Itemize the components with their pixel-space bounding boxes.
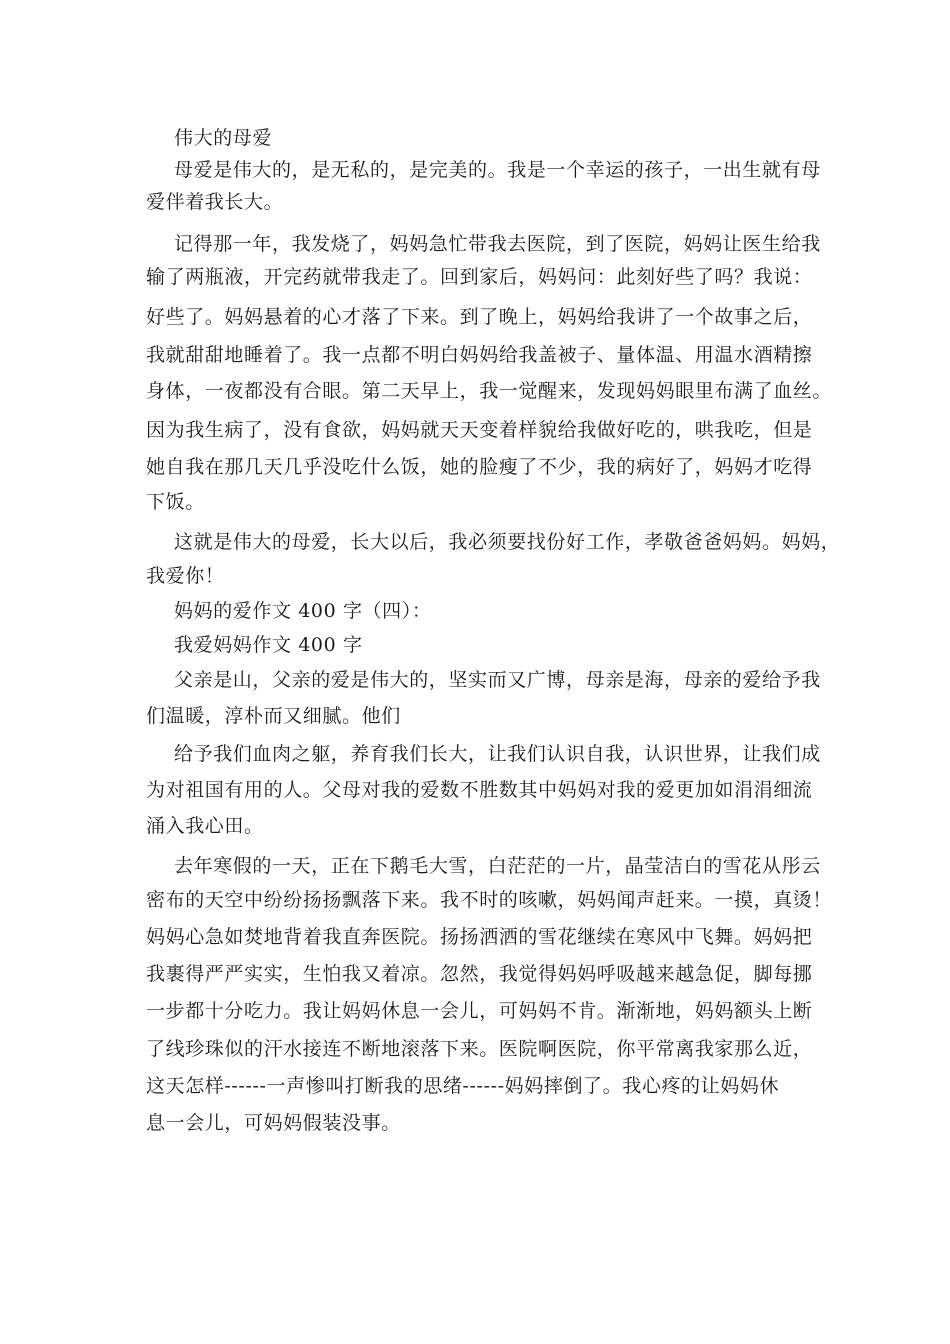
paragraph-line: 密布的天空中纷纷扬扬飘落下来。我不时的咳嗽，妈妈闻声赶来。一摸，真烫！ [146, 889, 833, 911]
essay-title: 伟大的母爱 [174, 127, 273, 149]
paragraph-line: 去年寒假的一天，正在下鹅毛大雪，白茫茫的一片，晶莹洁白的雪花从彤云 [174, 855, 821, 877]
paragraph-line: 爱伴着我长大。 [146, 191, 284, 213]
paragraph-line: 一步都十分吃力。我让妈妈休息一会儿，可妈妈不肯。渐渐地，妈妈额头上断 [146, 1000, 813, 1022]
paragraph-line: 我就甜甜地睡着了。我一点都不明白妈妈给我盖被子、量体温、用温水酒精擦 [146, 344, 813, 366]
paragraph-line: 涌入我心田。 [146, 815, 264, 837]
paragraph-line: 给予我们血肉之躯，养育我们长大，让我们认识自我，认识世界，让我们成 [174, 743, 821, 765]
paragraph-line: 这就是伟大的母爱，长大以后，我必须要找份好工作，孝敬爸爸妈妈。妈妈， [174, 531, 841, 553]
section-heading: 妈妈的爱作文 400 字（四）： [174, 600, 432, 622]
paragraph-line: 因为我生病了，没有食欲，妈妈就天天变着样貌给我做好吃的，哄我吃，但是 [146, 419, 813, 441]
paragraph-line: 记得那一年，我发烧了，妈妈急忙带我去医院，到了医院，妈妈让医生给我 [174, 233, 821, 255]
paragraph-line: 输了两瓶液，开完药就带我走了。回到家后，妈妈问：此刻好些了吗？我说： [146, 266, 813, 288]
paragraph-line: 们温暖，淳朴而又细腻。他们 [146, 705, 401, 727]
paragraph-line: 身体，一夜都没有合眼。第二天早上，我一觉醒来，发现妈妈眼里布满了血丝。 [146, 380, 833, 402]
paragraph-line: 母爱是伟大的，是无私的，是完美的。我是一个幸运的孩子，一出生就有母 [174, 159, 821, 181]
section-heading: 我爱妈妈作文 400 字 [174, 634, 363, 656]
paragraph-line: 我裹得严严实实，生怕我又着凉。忽然，我觉得妈妈呼吸越来越急促，脚每挪 [146, 963, 813, 985]
paragraph-line: 为对祖国有用的人。父母对我的爱数不胜数其中妈妈对我的爱更加如涓涓细流 [146, 779, 813, 801]
paragraph-line: 这天怎样------一声惨叫打断我的思绪------妈妈摔倒了。我心疼的让妈妈休 [146, 1075, 780, 1097]
paragraph-line: 好些了。妈妈悬着的心才落了下来。到了晚上，妈妈给我讲了一个故事之后， [146, 306, 813, 328]
paragraph-line: 息一会儿，可妈妈假装没事。 [146, 1112, 401, 1134]
paragraph-line: 她自我在那几天几乎没吃什么饭，她的脸瘦了不少，我的病好了，妈妈才吃得 [146, 456, 813, 478]
paragraph-line: 我爱你！ [146, 565, 225, 587]
paragraph-line: 父亲是山，父亲的爱是伟大的，坚实而又广博，母亲是海，母亲的爱给予我 [174, 669, 821, 691]
paragraph-line: 妈妈心急如焚地背着我直奔医院。扬扬洒洒的雪花继续在寒风中飞舞。妈妈把 [146, 926, 813, 948]
paragraph-line: 了线珍珠似的汗水接连不断地滚落下来。医院啊医院，你平常离我家那么近， [146, 1038, 813, 1060]
paragraph-line: 下饭。 [146, 491, 205, 513]
